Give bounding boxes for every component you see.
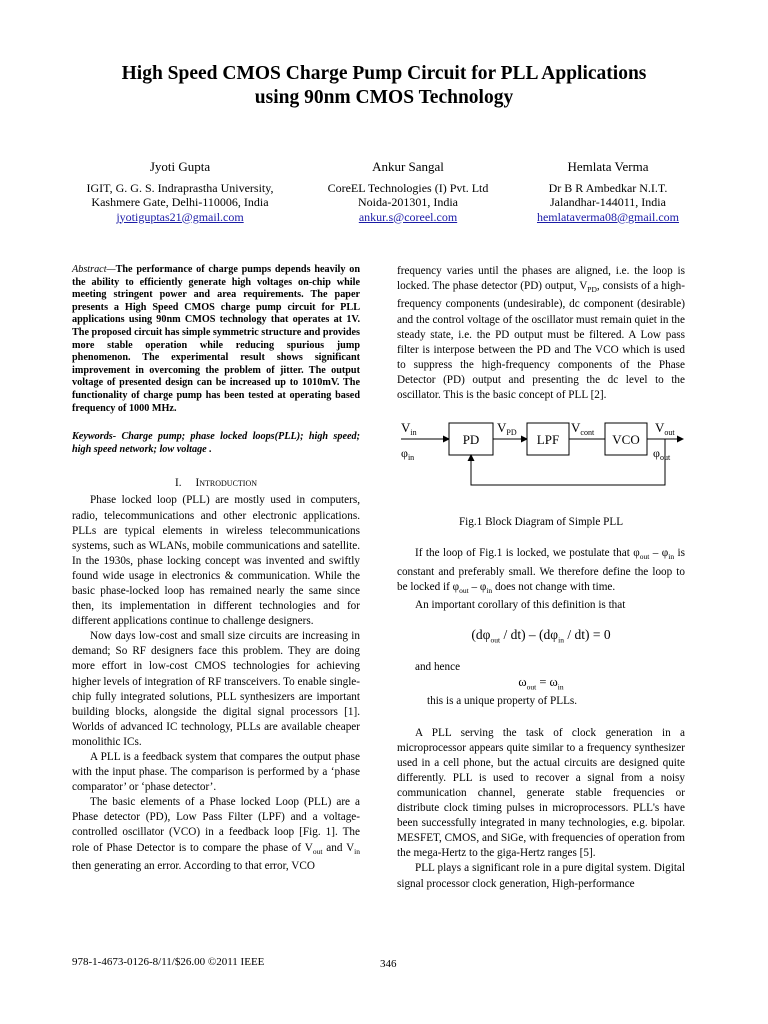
author-affiliation: Dr B R Ambedkar N.I.T.	[548, 180, 668, 195]
author-block-3	[508, 160, 708, 224]
and-hence-text: and hence	[415, 660, 461, 673]
figure-caption: Fig.1 Block Diagram of Simple PLL	[458, 516, 624, 529]
title-line-1: High Speed CMOS Charge Pump Circuit for PLL Applications	[121, 63, 647, 84]
paragraph: An important corollary of this definition is that	[415, 598, 626, 611]
abstract-text: The performance of charge pumps depends heavily on the ability to efficiently generate high voltages on-chip while meeting stringent power and area requirements. The paper presents a High Speed CMOS charge pump circuit for PLL applications using 90nm CMOS technology that operates at 1V. The proposed circuit has simple symmetric structure and provides more stable operation while reducing spurious jump phenomenon. The experimental result shows significant improvement in overcoming the problem of jitter. The output voltage of presented design can be increased up to 1010mV. The functionality of charge pump has been tested at operating based frequency of 1000 MHz.	[72, 264, 360, 414]
vin-label: $V_{in}$	[401, 420, 417, 438]
paragraph: A PLL is a feedback system that compares the output phase with the input phase. The comparison is performed by a ‘phase comparator’ or ‘phase detector’.	[72, 751, 360, 794]
author-email-link[interactable]: jyotiguptas21@gmail.com	[116, 209, 244, 224]
footer-isbn: 978-1-4673-0126-8/11/$26.00 ©2011 IEEE	[72, 956, 265, 968]
vcont-label: $V_{cont}$	[571, 420, 595, 438]
unique-property-text: this is a unique property of PLLs.	[427, 695, 578, 708]
author-address: Jalandhar-144011, India	[550, 195, 666, 209]
section-title: Introduction	[195, 477, 258, 490]
figure-block-diagram	[397, 417, 685, 509]
pll-block-diagram	[397, 417, 685, 509]
paragraph: PLL plays a significant role in a pure digital system. Digital signal processor clock generation, High-performance	[397, 862, 685, 890]
abstract-label: Abstract—	[72, 264, 116, 275]
paragraph: frequency varies until the phases are aligned, i.e. the loop is locked. The phase detector (PD) output, $V_{PD}$, consists of a high-frequency components (undesirable), dc component (desirable) and the control voltage of the oscillator must remain quiet in the steady state, i.e. the PD output must be filtered. A Low pass filter is interpose between the PD and The VCO which is used to suppress the high-frequency components of the Phase Detector (PD) output and presenting the dc level to the oscillator. This is the basic concept of PLL [2].	[397, 265, 685, 401]
abstract	[72, 264, 360, 415]
right-column	[397, 264, 685, 892]
paper-title	[60, 62, 708, 110]
paragraph: Phase locked loop (PLL) are mostly used in computers, radio, telecommunications and other electronic applications. PLLs are typical elements in wireless telecommunications systems, such as WLANs, mobile communications and satellite. In the 1930s, phase locking concept was invented and swiftly found wide usage in electronics & communication. While the basic phase-locked loop has remained nearly the same since then, its implementation in different technologies and for different applications continue to challenge designers.	[72, 494, 360, 628]
author-name: Hemlata Verma	[567, 159, 649, 174]
vout-label: $V_{out}$	[655, 420, 675, 438]
paragraph: Now days low-cost and small size circuits are increasing in demand; So RF designers face this problem. They are doing more effort in low-cost CMOS technologies for achieving higher levels of integration of RF transceivers. To enable single-chip fully integrated solutions, PLL synthesizers are important building blocks, alongside the digital signal processors [1]. Worlds of advanced IC technology, PLLs are available cheaper monolithic ICs.	[72, 630, 360, 748]
author-email-link[interactable]: ankur.s@coreel.com	[358, 209, 458, 224]
paragraph: If the loop of Fig.1 is locked, we postulate that $\varphi_{out} - \varphi_{in}$ is constant and preferably small. We therefore define the loop to be locked if $\varphi_{out} - \varphi_{in}$ does not change with time.	[397, 547, 685, 595]
author-email-link[interactable]: hemlataverma08@gmail.com	[536, 209, 679, 224]
section-heading	[72, 476, 360, 491]
author-block-1	[72, 160, 288, 224]
pd-label: PD	[462, 432, 480, 448]
page-number: 346	[380, 958, 397, 970]
author-block-2	[300, 160, 516, 224]
phi-in-label: $\varphi_{in}$	[401, 446, 415, 463]
author-name: Jyoti Gupta	[149, 159, 211, 174]
author-name: Ankur Sangal	[372, 159, 444, 174]
equation-2: $\omega_{out} = \omega_{in}$	[518, 674, 564, 692]
author-address: Kashmere Gate, Delhi-110006, India	[91, 195, 269, 209]
title-line-2: using 90nm CMOS Technology	[254, 87, 514, 108]
paragraph: The basic elements of a Phase locked Loop (PLL) are a Phase detector (PD), Low Pass Filter (LPF) and a voltage-controlled oscillator (VCO) in a feedback loop [Fig. 1]. The role of Phase Detector is to compare the phase of $V_{out}$ and $V_{in}$ then generating an error. According to that error, VCO	[72, 796, 360, 872]
author-affiliation: IGIT, G. G. S. Indraprastha University,	[86, 180, 274, 195]
section-number: I.	[174, 477, 182, 490]
keywords: Keywords- Charge pump; phase locked loops(PLL); high speed; high speed network; low voltage .	[72, 431, 360, 455]
left-column	[72, 264, 360, 874]
equation-1: $(d\varphi_{out} / dt) - (d\varphi_{in} / dt) = 0$	[471, 627, 611, 645]
vco-label: VCO	[612, 432, 640, 448]
paragraph: A PLL serving the task of clock generation in a microprocessor appears quite similar to a frequency synthesizer used in a cell phone, but the actual circuits are designed quite differently. PLL is used to recover a signal from a noisy communication channel, generate stable frequencies or distribute clock timing pulses in microprocessors. PLL's have been successfully integrated in many technologies, e.g. bipolar. MESFET, CMOS, and SiGe, with frequencies of operation from the mega-Hertz to the giga-Hertz ranges [5].	[397, 726, 685, 860]
author-address: Noida-201301, India	[358, 195, 458, 209]
lpf-label: LPF	[536, 432, 560, 448]
phi-out-label: $\varphi_{out}$	[653, 446, 671, 463]
vpd-label: $V_{PD}$	[497, 420, 517, 438]
author-affiliation: CoreEL Technologies (I) Pvt. Ltd	[327, 180, 489, 195]
